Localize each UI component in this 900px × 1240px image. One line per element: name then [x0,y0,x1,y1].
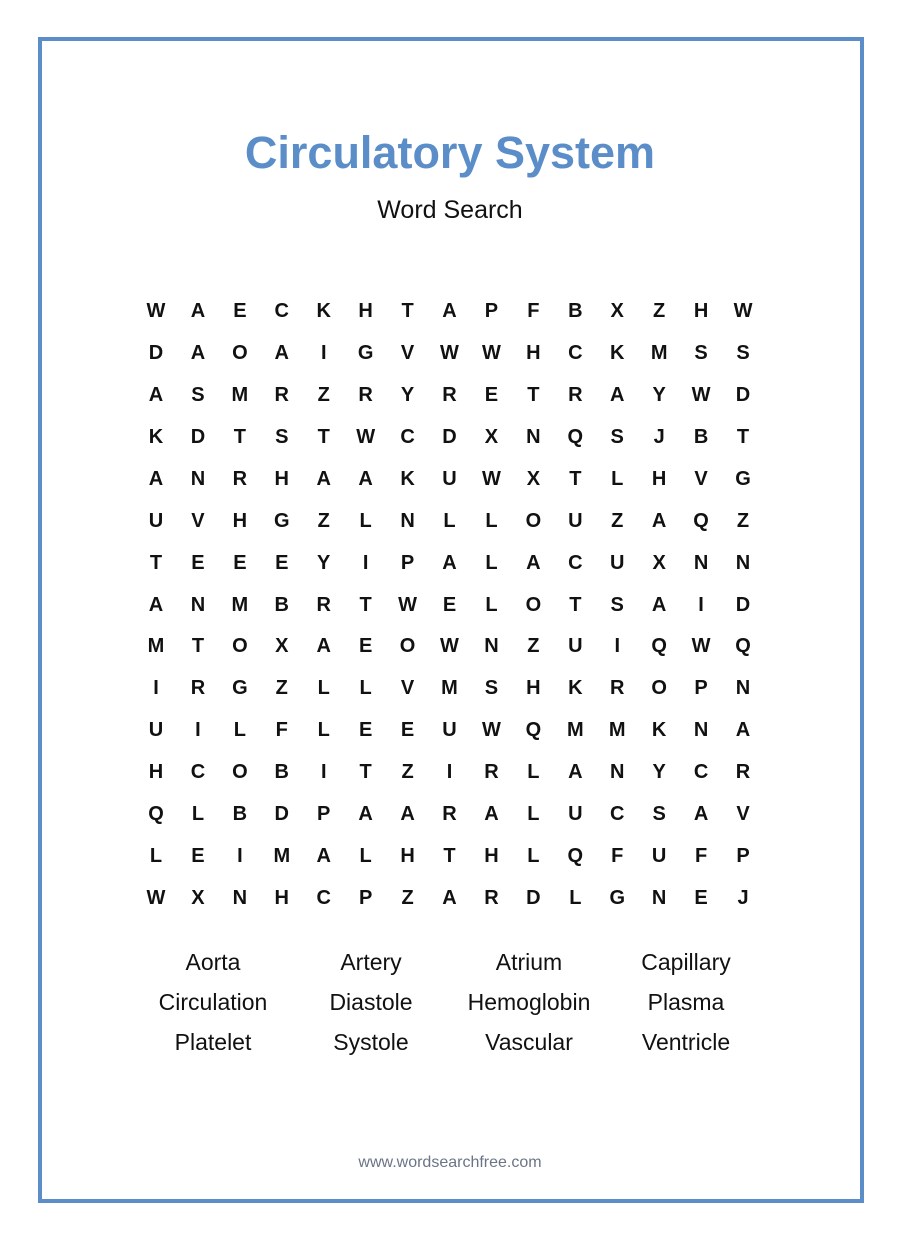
grid-letter: A [316,467,331,490]
grid-letter: U [568,509,583,532]
grid-letter: Y [652,383,666,406]
grid-letter: U [148,509,164,532]
grid-letter: Q [693,509,709,532]
grid-letter: I [698,593,704,616]
grid-letter: Z [275,677,288,700]
grid-letter: O [651,677,667,700]
grid-letter: E [358,635,373,658]
grid-letter: A [442,300,457,322]
grid-letter: Z [611,509,624,532]
grid-letter: I [320,341,327,364]
grid-letter: N [735,677,751,700]
grid-letter: T [359,593,372,616]
grid-letter: S [736,341,750,364]
grid-letter: H [232,509,248,532]
grid-letter: A [148,467,164,490]
grid-letter: Z [527,635,540,658]
word-list-item: Hemoglobin [467,989,591,1015]
grid-letter: X [191,887,205,910]
grid-letter: M [147,635,165,658]
grid-letter: T [736,425,750,448]
grid-letter: L [611,467,624,490]
grid-letter: W [481,341,501,364]
grid-letter: W [440,341,459,364]
grid-letter: L [359,677,372,700]
grid-letter: T [527,383,540,406]
grid-letter: W [398,593,418,616]
grid-letter: R [442,383,457,406]
grid-letter: J [737,887,749,910]
word-list-item: Aorta [185,949,241,975]
grid-letter: K [400,467,415,490]
grid-letter: I [195,719,201,742]
grid-letter: X [610,300,624,322]
grid-letter: D [735,383,751,406]
grid-letter: I [446,761,453,784]
word-list-item: Capillary [641,949,731,975]
grid-letter: K [316,300,331,322]
grid-letter: Z [736,509,750,532]
grid-letter: R [568,383,583,406]
grid-letter: P [694,677,708,700]
grid-letter: G [274,509,290,532]
word-list-item: Artery [340,949,402,975]
grid-letter: M [231,383,249,406]
grid-letter: W [733,300,753,322]
grid-letter: F [694,845,708,868]
grid-letter: R [274,383,289,406]
grid-letter: B [568,300,583,322]
grid-letter: W [146,887,166,910]
grid-letter: G [357,341,374,364]
grid-letter: Z [401,887,414,910]
grid-letter: L [317,677,330,700]
grid-letter: B [232,803,248,826]
grid-letter: N [609,761,625,784]
grid-letter: C [609,803,625,826]
grid-letter: G [232,677,248,700]
grid-letter: H [693,300,709,322]
grid-letter: Y [400,383,415,406]
grid-letter: H [274,887,289,910]
word-list-item: Platelet [174,1029,252,1055]
grid-letter: B [274,761,289,784]
grid-letter: A [148,593,164,616]
grid-letter: A [526,551,541,574]
grid-letter: L [485,551,498,574]
grid-letter: K [651,719,667,742]
grid-letter: O [399,635,416,658]
grid-letter: M [608,719,626,742]
grid-letter: F [275,719,288,742]
word-list-item: Systole [333,1029,409,1055]
grid-letter: A [400,803,415,826]
grid-letter: R [316,593,331,616]
grid-letter: W [481,719,501,742]
grid-letter: N [693,719,709,742]
grid-letter: N [484,635,499,658]
grid-letter: S [652,803,666,826]
grid-letter: L [527,845,540,868]
grid-letter: D [442,425,457,448]
grid-letter: A [693,803,709,826]
grid-letter: M [231,593,249,616]
grid-letter: L [233,719,246,742]
grid-letter: P [400,551,415,574]
grid-letter: C [400,425,415,448]
grid-letter: K [148,425,164,448]
grid-letter: H [148,761,164,784]
grid-letter: T [443,845,456,868]
grid-letter: G [609,887,625,910]
grid-letter: L [485,593,498,616]
grid-letter: L [527,761,540,784]
grid-letter: N [232,887,248,910]
grid-letter: U [568,803,583,826]
grid-letter: H [400,845,415,868]
grid-letter: C [693,761,709,784]
grid-letter: T [569,467,582,490]
grid-letter: S [191,383,205,406]
grid-letter: B [274,593,289,616]
grid-letter: T [401,300,414,322]
grid-letter: L [443,509,456,532]
grid-letter: H [526,677,541,700]
grid-letter: W [440,635,459,658]
grid-letter: E [233,551,247,574]
grid-letter: X [484,425,499,448]
grid-letter: A [190,300,206,322]
grid-letter: W [146,300,166,322]
grid-letter: W [691,383,711,406]
grid-letter: A [484,803,499,826]
grid-letter: D [526,887,541,910]
grid-letter: R [232,467,248,490]
grid-letter: C [316,887,331,910]
grid-letter: P [358,887,373,910]
grid-letter: L [569,887,582,910]
grid-letter: P [484,300,499,322]
grid-letter: C [568,551,583,574]
grid-letter: T [233,425,246,448]
grid-letter: I [362,551,369,574]
grid-letter: R [484,761,499,784]
grid-letter: G [735,467,751,490]
grid-letter: O [232,341,248,364]
grid-letter: M [441,677,458,700]
grid-letter: A [316,845,331,868]
word-list-item: Plasma [647,989,725,1015]
grid-letter: N [190,593,206,616]
grid-letter: S [484,677,499,700]
grid-letter: S [610,593,624,616]
grid-letter: Q [525,719,542,742]
grid-letter: H [526,341,541,364]
grid-letter: T [191,635,205,658]
grid-letter: P [317,803,331,826]
grid-letter: V [400,341,415,364]
grid-letter: L [527,803,540,826]
grid-letter: A [148,383,164,406]
grid-letter: Q [567,845,584,868]
grid-letter: Q [651,635,667,658]
grid-letter: U [651,845,667,868]
grid-letter: H [274,467,289,490]
grid-letter: Z [401,761,414,784]
grid-letter: L [359,509,372,532]
grid-letter: Y [317,551,331,574]
footer-url[interactable]: www.wordsearchfree.com [358,1154,542,1171]
grid-letter: D [735,593,751,616]
grid-letter: D [274,803,289,826]
grid-letter: H [484,845,499,868]
grid-letter: T [149,551,163,574]
grid-letter: R [442,803,457,826]
grid-letter: T [569,593,582,616]
grid-letter: L [191,803,205,826]
grid-letter: Y [652,761,666,784]
grid-letter: O [525,509,542,532]
grid-letter: M [273,845,291,868]
grid-letter: S [610,425,624,448]
grid-letter: N [735,551,751,574]
grid-letter: Q [148,803,164,826]
grid-letter: A [358,467,373,490]
grid-letter: J [653,425,665,448]
grid-letter: Q [735,635,751,658]
grid-letter: L [359,845,372,868]
grid-letter: W [691,635,711,658]
grid-letter: Z [317,509,330,532]
grid-letter: U [609,551,625,574]
grid-letter: Z [317,383,330,406]
grid-letter: E [275,551,289,574]
grid-letter: X [652,551,666,574]
grid-letter: K [609,341,625,364]
grid-letter: K [568,677,583,700]
grid-letter: E [191,845,205,868]
grid-letter: W [356,425,376,448]
grid-letter: R [484,887,499,910]
grid-letter: B [693,425,709,448]
grid-letter: L [485,509,498,532]
grid-letter: S [275,425,289,448]
grid-letter: E [400,719,415,742]
grid-letter: A [568,761,583,784]
grid-letter: A [442,887,457,910]
word-list-item: Vascular [485,1029,573,1055]
grid-letter: R [735,761,751,784]
grid-letter: M [566,719,584,742]
grid-letter: A [190,341,206,364]
grid-letter: A [442,551,457,574]
grid-letter: U [568,635,583,658]
word-list-item: Ventricle [641,1029,731,1055]
grid-letter: A [651,593,667,616]
grid-letter: P [736,845,750,868]
grid-letter: I [614,635,620,658]
grid-letter: E [484,383,499,406]
grid-letter: C [190,761,206,784]
grid-letter: V [191,509,205,532]
page-subtitle: Word Search [377,196,523,224]
grid-letter: T [359,761,372,784]
grid-letter: L [317,719,330,742]
grid-letter: O [525,593,542,616]
grid-letter: A [651,509,667,532]
grid-letter: E [191,551,205,574]
grid-letter: D [190,425,206,448]
grid-letter: H [651,467,667,490]
word-list-item: Circulation [158,989,268,1015]
grid-letter: U [442,467,457,490]
grid-letter: E [358,719,373,742]
grid-letter: O [232,635,248,658]
grid-letter: N [190,467,206,490]
grid-letter: N [693,551,709,574]
grid-letter: I [237,845,243,868]
grid-letter: N [526,425,541,448]
grid-letter: R [358,383,373,406]
page-title: Circulatory System [244,127,656,178]
grid-letter: E [233,300,247,322]
grid-letter: H [358,300,373,322]
grid-letter: Z [653,300,666,322]
grid-letter: E [442,593,457,616]
grid-letter: A [358,803,373,826]
grid-letter: U [442,719,457,742]
grid-letter: A [274,341,289,364]
grid-letter: Q [567,425,584,448]
grid-letter: V [694,467,708,490]
grid-letter: R [190,677,206,700]
grid-letter: W [481,467,501,490]
grid-letter: I [153,677,159,700]
grid-letter: L [149,845,163,868]
grid-letter: M [650,341,668,364]
grid-letter: C [274,300,289,322]
grid-letter: A [316,635,331,658]
grid-letter: D [148,341,164,364]
grid-letter: C [568,341,583,364]
grid-letter: X [275,635,289,658]
grid-letter: A [735,719,751,742]
grid-letter: N [651,887,667,910]
grid-letter: A [609,383,625,406]
grid-letter: X [526,467,541,490]
grid-letter: E [694,887,708,910]
grid-letter: T [317,425,330,448]
word-list-item: Diastole [329,989,413,1015]
grid-letter: F [611,845,624,868]
word-list-item: Atrium [495,949,563,975]
grid-letter: U [148,719,164,742]
grid-letter: O [232,761,248,784]
grid-letter: V [736,803,750,826]
grid-letter: F [527,300,540,322]
grid-letter: S [694,341,708,364]
grid-letter: V [400,677,415,700]
grid-letter: I [320,761,327,784]
grid-letter: N [400,509,415,532]
grid-letter: R [609,677,625,700]
